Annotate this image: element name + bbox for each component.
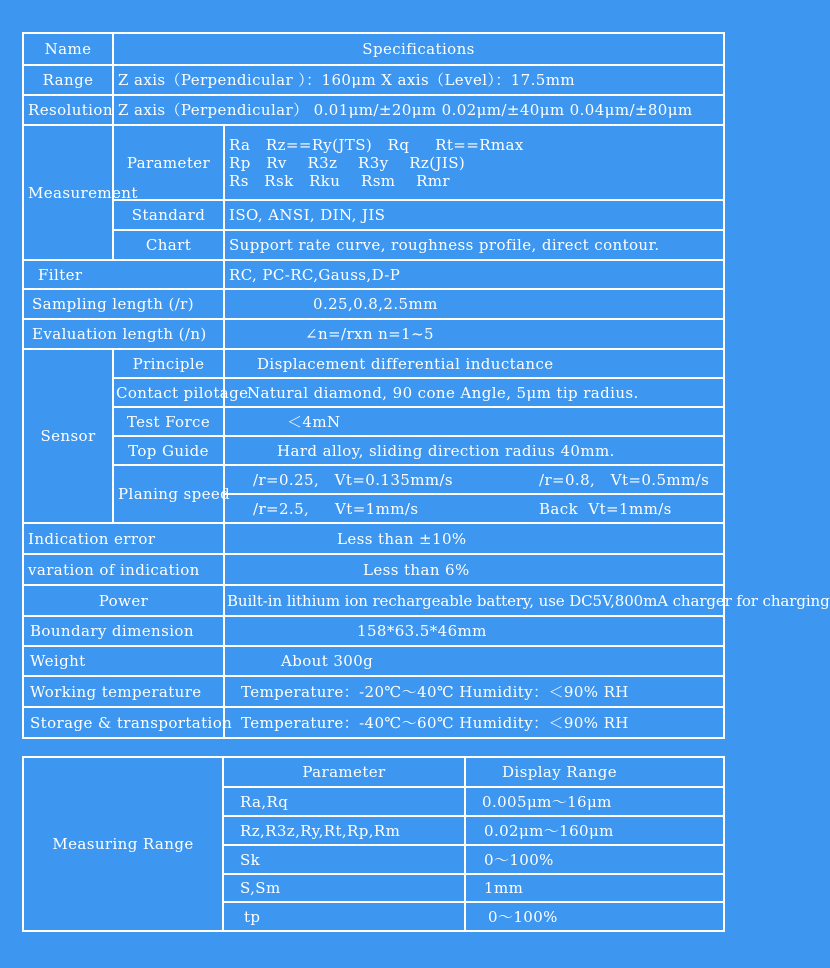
top-guide-label: Top Guide [113,436,224,465]
resolution-value: Z axis（Perpendicular） 0.01μm/±20μm 0.02μm/±40μm 0.04μm/±80μm [113,95,724,125]
measurement-label: Measurement [23,125,113,260]
header-name: Name [23,33,113,65]
sampling-length-value: 0.25,0.8,2.5mm [224,289,724,319]
chart-value: Support rate curve, roughness profile, direct contour. [224,230,724,260]
parameter-list [224,125,724,200]
evaluation-length-label: Evaluation length (/n) [23,319,224,349]
range-row-value: 0.005μm～16μm [465,787,724,816]
range-row-value: 1mm [465,874,724,902]
planing-speed-label: Planing speed [113,465,224,523]
sampling-length-label: Sampling length (/r) [23,289,224,319]
range-label: Range [23,65,113,95]
header-specifications: Specifications [113,33,724,65]
boundary-dimension-label: Boundary dimension [23,616,224,646]
evaluation-length-value: ∠n=/rxn n=1~5 [224,319,724,349]
principle-label: Principle [113,349,224,378]
principle-value: Displacement differential inductance [224,349,724,378]
range-value: Z axis（Perpendicular ）：160μm X axis（Level）：17.5mm [113,65,724,95]
filter-value: RC, PC-RC,Gauss,D-P [224,260,724,289]
parameter-line: Rs Rsk Rku Rsm Rmr [229,171,450,190]
test-force-label: Test Force [113,407,224,436]
range-header-parameter: Parameter [223,757,465,787]
planing-speed-row-1 [224,465,724,494]
contact-pilotage-label: Contact pilotage [113,378,224,407]
storage-value: Temperature：-40℃～60℃ Humidity：＜90% RH [224,707,724,738]
range-row-value: 0～100% [465,902,724,931]
working-temperature-label: Working temperature [23,676,224,707]
range-row-parameter: Sk [223,845,465,874]
planing-speed-value: /r=0.25, Vt=0.135mm/s [253,470,454,489]
power-value: Built-in lithium ion rechargeable battery, use DC5V,800mA charger for charging [224,585,724,616]
test-force-value: ＜4mN [224,407,724,436]
filter-label: Filter [23,260,224,289]
variation-label: varation of indication [23,554,224,585]
indication-error-label: Indication error [23,523,224,554]
storage-label: Storage & transportation [23,707,224,738]
parameter-line: Rp Rv R3z R3y Rz(JIS) [229,153,466,172]
resolution-label: Resolution [23,95,113,125]
measuring-range-label: Measuring Range [23,757,223,931]
contact-pilotage-value: Natural diamond, 90 cone Angle, 5μm tip radius. [224,378,724,407]
power-label: Power [23,585,224,616]
top-guide-value: Hard alloy, sliding direction radius 40mm. [224,436,724,465]
planing-speed-row-2 [224,494,724,523]
range-header-display-range: Display Range [465,757,724,787]
indication-error-value: Less than ±10% [224,523,724,554]
measuring-range-table [22,756,725,932]
range-row-parameter: tp [223,902,465,931]
specifications-table [22,32,830,739]
planing-speed-value: /r=0.8, Vt=0.5mm/s [539,470,710,489]
standard-value: ISO, ANSI, DIN, JIS [224,200,724,230]
weight-value: About 300g [224,646,724,676]
parameter-line: Ra Rz==Ry(JTS) Rq Rt==Rmax [229,135,524,154]
range-row-parameter: Ra,Rq [223,787,465,816]
variation-value: Less than 6% [224,554,724,585]
sensor-label: Sensor [23,349,113,523]
planing-speed-value: Back Vt=1mm/s [539,499,672,518]
planing-speed-value: /r=2.5, Vt=1mm/s [253,499,419,518]
weight-label: Weight [23,646,224,676]
chart-label: Chart [113,230,224,260]
working-temperature-value: Temperature：-20℃～40℃ Humidity：＜90% RH [224,676,724,707]
range-row-parameter: S,Sm [223,874,465,902]
parameter-label: Parameter [113,125,224,200]
standard-label: Standard [113,200,224,230]
range-row-value: 0～100% [465,845,724,874]
boundary-dimension-value: 158*63.5*46mm [224,616,724,646]
range-row-parameter: Rz,R3z,Ry,Rt,Rp,Rm [223,816,465,845]
range-row-value: 0.02μm～160μm [465,816,724,845]
